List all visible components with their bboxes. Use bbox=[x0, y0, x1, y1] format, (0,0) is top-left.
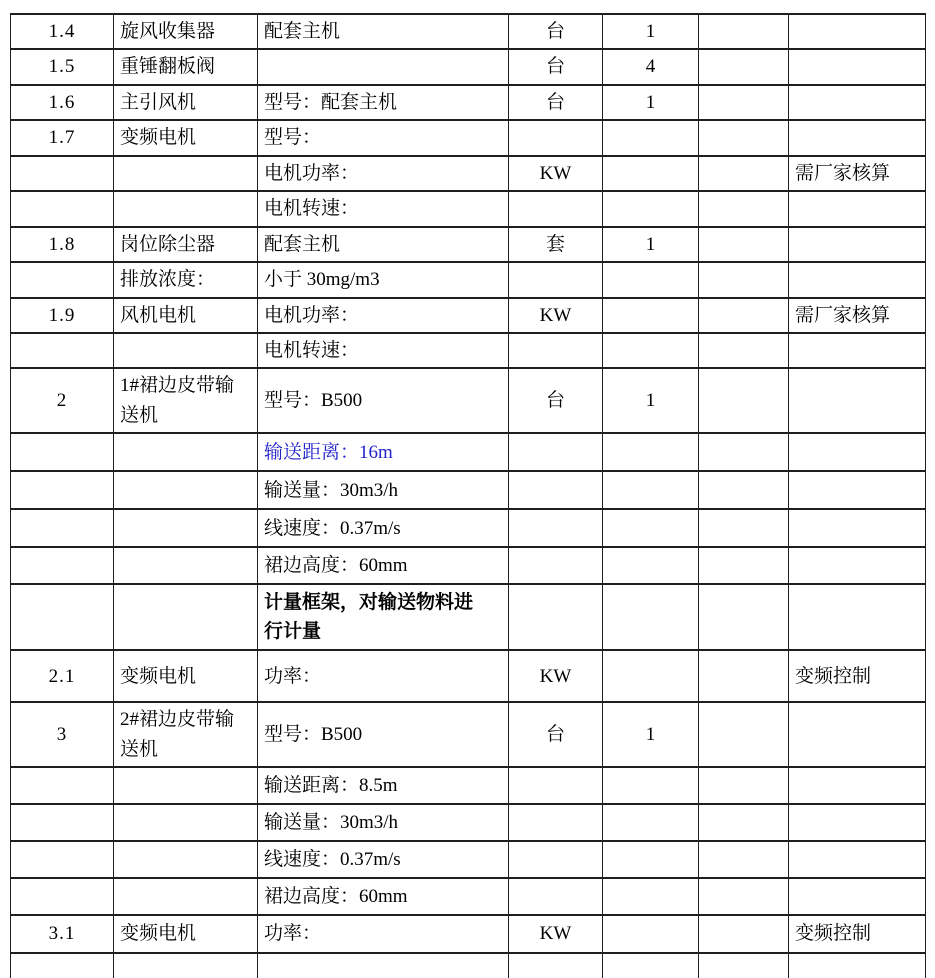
cell-unit bbox=[509, 953, 603, 978]
cell-item-no: 1.6 bbox=[11, 85, 114, 120]
cell-remarks bbox=[789, 804, 926, 841]
cell-item-no: 2 bbox=[11, 368, 114, 433]
cell-remarks bbox=[789, 14, 926, 49]
cell-quantity bbox=[603, 433, 699, 471]
cell-blank bbox=[699, 878, 789, 915]
cell-specification bbox=[258, 584, 509, 650]
cell-item-no bbox=[11, 804, 114, 841]
cell-specification: 配套主机 bbox=[258, 227, 509, 262]
cell-remarks bbox=[789, 333, 926, 368]
table-row bbox=[11, 85, 926, 120]
cell-blank bbox=[699, 471, 789, 509]
cell-specification: 线速度：0.37m/s bbox=[258, 509, 509, 547]
cell-item-no: 1.8 bbox=[11, 227, 114, 262]
cell-blank bbox=[699, 14, 789, 49]
cell-remarks bbox=[789, 120, 926, 155]
cell-equipment-name bbox=[114, 878, 258, 915]
cell-specification: 型号：B500 bbox=[258, 702, 509, 767]
cell-remarks bbox=[789, 471, 926, 509]
cell-unit bbox=[509, 547, 603, 584]
cell-quantity bbox=[603, 262, 699, 297]
cell-remarks: 变频控制 bbox=[789, 915, 926, 953]
cell-remarks bbox=[789, 262, 926, 297]
cell-remarks bbox=[789, 702, 926, 767]
cell-item-no bbox=[11, 333, 114, 368]
cell-blank bbox=[699, 262, 789, 297]
table-row bbox=[11, 262, 926, 297]
cell-specification: 电机转速： bbox=[258, 191, 509, 226]
cell-item-no: 1.4 bbox=[11, 14, 114, 49]
cell-specification: 型号：B500 bbox=[258, 368, 509, 433]
cell-specification: 电机转速： bbox=[258, 333, 509, 368]
cell-quantity bbox=[603, 804, 699, 841]
table-row bbox=[11, 767, 926, 804]
cell-equipment-name: 1#裙边皮带输送机 bbox=[114, 368, 258, 433]
cell-unit bbox=[509, 878, 603, 915]
cell-equipment-name: 变频电机 bbox=[114, 915, 258, 953]
cell-unit: 台 bbox=[509, 368, 603, 433]
table-row bbox=[11, 953, 926, 978]
cell-quantity bbox=[603, 767, 699, 804]
cell-unit: KW bbox=[509, 915, 603, 953]
cell-blank bbox=[699, 227, 789, 262]
cell-equipment-name: 主引风机 bbox=[114, 85, 258, 120]
cell-item-no bbox=[11, 767, 114, 804]
cell-blank bbox=[699, 953, 789, 978]
table-row bbox=[11, 804, 926, 841]
cell-equipment-name bbox=[114, 156, 258, 191]
table-row bbox=[11, 702, 926, 767]
cell-item-no: 1.5 bbox=[11, 49, 114, 84]
table-row bbox=[11, 841, 926, 878]
cell-equipment-name bbox=[114, 509, 258, 547]
cell-blank bbox=[699, 841, 789, 878]
cell-specification: 配套主机 bbox=[258, 14, 509, 49]
cell-unit bbox=[509, 471, 603, 509]
cell-remarks bbox=[789, 49, 926, 84]
cell-specification: 线速度：0.37m/s bbox=[258, 841, 509, 878]
cell-quantity: 1 bbox=[603, 368, 699, 433]
cell-blank bbox=[699, 650, 789, 702]
cell-remarks bbox=[789, 547, 926, 584]
cell-quantity: 4 bbox=[603, 49, 699, 84]
cell-item-no bbox=[11, 471, 114, 509]
cell-quantity bbox=[603, 650, 699, 702]
equipment-spec-table bbox=[10, 13, 926, 978]
cell-unit: 台 bbox=[509, 702, 603, 767]
cell-equipment-name: 排放浓度： bbox=[114, 262, 258, 297]
cell-blank bbox=[699, 120, 789, 155]
cell-unit: KW bbox=[509, 298, 603, 333]
table-row bbox=[11, 227, 926, 262]
cell-equipment-name bbox=[114, 547, 258, 584]
cell-quantity bbox=[603, 878, 699, 915]
cell-specification: 裙边高度：60mm bbox=[258, 547, 509, 584]
cell-remarks bbox=[789, 191, 926, 226]
cell-specification: 功率： bbox=[258, 915, 509, 953]
table-row bbox=[11, 584, 926, 650]
table-row bbox=[11, 471, 926, 509]
cell-blank bbox=[699, 368, 789, 433]
cell-item-no bbox=[11, 509, 114, 547]
cell-remarks: 需厂家核算 bbox=[789, 156, 926, 191]
cell-equipment-name bbox=[114, 433, 258, 471]
cell-remarks bbox=[789, 878, 926, 915]
cell-remarks bbox=[789, 85, 926, 120]
cell-unit bbox=[509, 120, 603, 155]
table-row bbox=[11, 650, 926, 702]
table-body bbox=[11, 14, 926, 978]
cell-equipment-name: 风机电机 bbox=[114, 298, 258, 333]
cell-quantity: 1 bbox=[603, 227, 699, 262]
cell-specification: 输送量：30m3/h bbox=[258, 804, 509, 841]
cell-quantity bbox=[603, 298, 699, 333]
cell-item-no bbox=[11, 156, 114, 191]
cell-blank bbox=[699, 804, 789, 841]
cell-quantity bbox=[603, 953, 699, 978]
cell-remarks: 变频控制 bbox=[789, 650, 926, 702]
cell-item-no bbox=[11, 262, 114, 297]
cell-unit bbox=[509, 433, 603, 471]
cell-remarks bbox=[789, 433, 926, 471]
bold-note-text: 计量框架，对输送物料进行计量 bbox=[264, 591, 474, 643]
cell-unit: KW bbox=[509, 650, 603, 702]
table-row bbox=[11, 878, 926, 915]
cell-equipment-name bbox=[114, 767, 258, 804]
cell-equipment-name: 旋风收集器 bbox=[114, 14, 258, 49]
cell-unit bbox=[509, 767, 603, 804]
cell-quantity bbox=[603, 841, 699, 878]
table-row bbox=[11, 298, 926, 333]
cell-blank bbox=[699, 767, 789, 804]
cell-quantity bbox=[603, 547, 699, 584]
cell-unit bbox=[509, 841, 603, 878]
cell-specification: 电机功率： bbox=[258, 298, 509, 333]
cell-specification bbox=[258, 49, 509, 84]
cell-blank bbox=[699, 333, 789, 368]
cell-equipment-name: 重锤翻板阀 bbox=[114, 49, 258, 84]
cell-remarks bbox=[789, 227, 926, 262]
cell-remarks bbox=[789, 841, 926, 878]
cell-item-no bbox=[11, 547, 114, 584]
cell-remarks bbox=[789, 368, 926, 433]
cell-unit bbox=[509, 804, 603, 841]
table-row bbox=[11, 433, 926, 471]
cell-item-no: 3.1 bbox=[11, 915, 114, 953]
cell-blank bbox=[699, 156, 789, 191]
cell-blank bbox=[699, 915, 789, 953]
cell-equipment-name bbox=[114, 333, 258, 368]
cell-quantity: 1 bbox=[603, 85, 699, 120]
cell-item-no bbox=[11, 584, 114, 650]
cell-item-no bbox=[11, 878, 114, 915]
cell-quantity bbox=[603, 120, 699, 155]
cell-quantity: 1 bbox=[603, 702, 699, 767]
cell-remarks bbox=[789, 767, 926, 804]
table-row bbox=[11, 191, 926, 226]
cell-unit: 套 bbox=[509, 227, 603, 262]
cell-specification: 电机功率： bbox=[258, 156, 509, 191]
cell-equipment-name bbox=[114, 584, 258, 650]
cell-blank bbox=[699, 584, 789, 650]
cell-unit bbox=[509, 509, 603, 547]
cell-unit: KW bbox=[509, 156, 603, 191]
cell-blank bbox=[699, 433, 789, 471]
cell-remarks bbox=[789, 509, 926, 547]
cell-equipment-name: 2#裙边皮带输送机 bbox=[114, 702, 258, 767]
cell-item-no: 2.1 bbox=[11, 650, 114, 702]
cell-unit: 台 bbox=[509, 14, 603, 49]
cell-quantity bbox=[603, 471, 699, 509]
cell-equipment-name: 岗位除尘器 bbox=[114, 227, 258, 262]
cell-blank bbox=[699, 85, 789, 120]
cell-remarks bbox=[789, 584, 926, 650]
cell-equipment-name: 变频电机 bbox=[114, 120, 258, 155]
cell-unit bbox=[509, 262, 603, 297]
cell-blank bbox=[699, 547, 789, 584]
cell-equipment-name bbox=[114, 471, 258, 509]
table-row bbox=[11, 120, 926, 155]
cell-specification: 输送距离：16m bbox=[258, 433, 509, 471]
cell-equipment-name bbox=[114, 841, 258, 878]
cell-equipment-name bbox=[114, 804, 258, 841]
cell-specification: 小于 30mg/m3 bbox=[258, 262, 509, 297]
cell-quantity bbox=[603, 584, 699, 650]
cell-remarks: 需厂家核算 bbox=[789, 298, 926, 333]
cell-specification: 输送量：30m3/h bbox=[258, 471, 509, 509]
cell-quantity bbox=[603, 509, 699, 547]
cell-blank bbox=[699, 298, 789, 333]
cell-unit: 台 bbox=[509, 85, 603, 120]
cell-unit bbox=[509, 191, 603, 226]
cell-remarks bbox=[789, 953, 926, 978]
cell-item-no bbox=[11, 433, 114, 471]
table-row bbox=[11, 509, 926, 547]
cell-quantity: 1 bbox=[603, 14, 699, 49]
cell-specification: 输送距离：8.5m bbox=[258, 767, 509, 804]
cell-item-no: 3 bbox=[11, 702, 114, 767]
cell-equipment-name bbox=[114, 953, 258, 978]
cell-equipment-name bbox=[114, 191, 258, 226]
cell-quantity bbox=[603, 915, 699, 953]
cell-quantity bbox=[603, 333, 699, 368]
cell-blank bbox=[699, 191, 789, 226]
cell-quantity bbox=[603, 191, 699, 226]
table-row bbox=[11, 368, 926, 433]
cell-item-no bbox=[11, 191, 114, 226]
cell-specification: 裙边高度：60mm bbox=[258, 878, 509, 915]
cell-item-no bbox=[11, 953, 114, 978]
cell-specification: 功率： bbox=[258, 650, 509, 702]
table-row bbox=[11, 14, 926, 49]
cell-specification: 型号： bbox=[258, 120, 509, 155]
cell-specification bbox=[258, 953, 509, 978]
cell-blank bbox=[699, 49, 789, 84]
cell-item-no: 1.9 bbox=[11, 298, 114, 333]
table-row bbox=[11, 915, 926, 953]
table-row bbox=[11, 156, 926, 191]
table-row bbox=[11, 547, 926, 584]
cell-specification: 型号：配套主机 bbox=[258, 85, 509, 120]
cell-unit: 台 bbox=[509, 49, 603, 84]
cell-unit bbox=[509, 584, 603, 650]
cell-blank bbox=[699, 509, 789, 547]
cell-blank bbox=[699, 702, 789, 767]
cell-item-no bbox=[11, 841, 114, 878]
table-row bbox=[11, 333, 926, 368]
table-row bbox=[11, 49, 926, 84]
cell-unit bbox=[509, 333, 603, 368]
cell-equipment-name: 变频电机 bbox=[114, 650, 258, 702]
cell-quantity bbox=[603, 156, 699, 191]
cell-item-no: 1.7 bbox=[11, 120, 114, 155]
